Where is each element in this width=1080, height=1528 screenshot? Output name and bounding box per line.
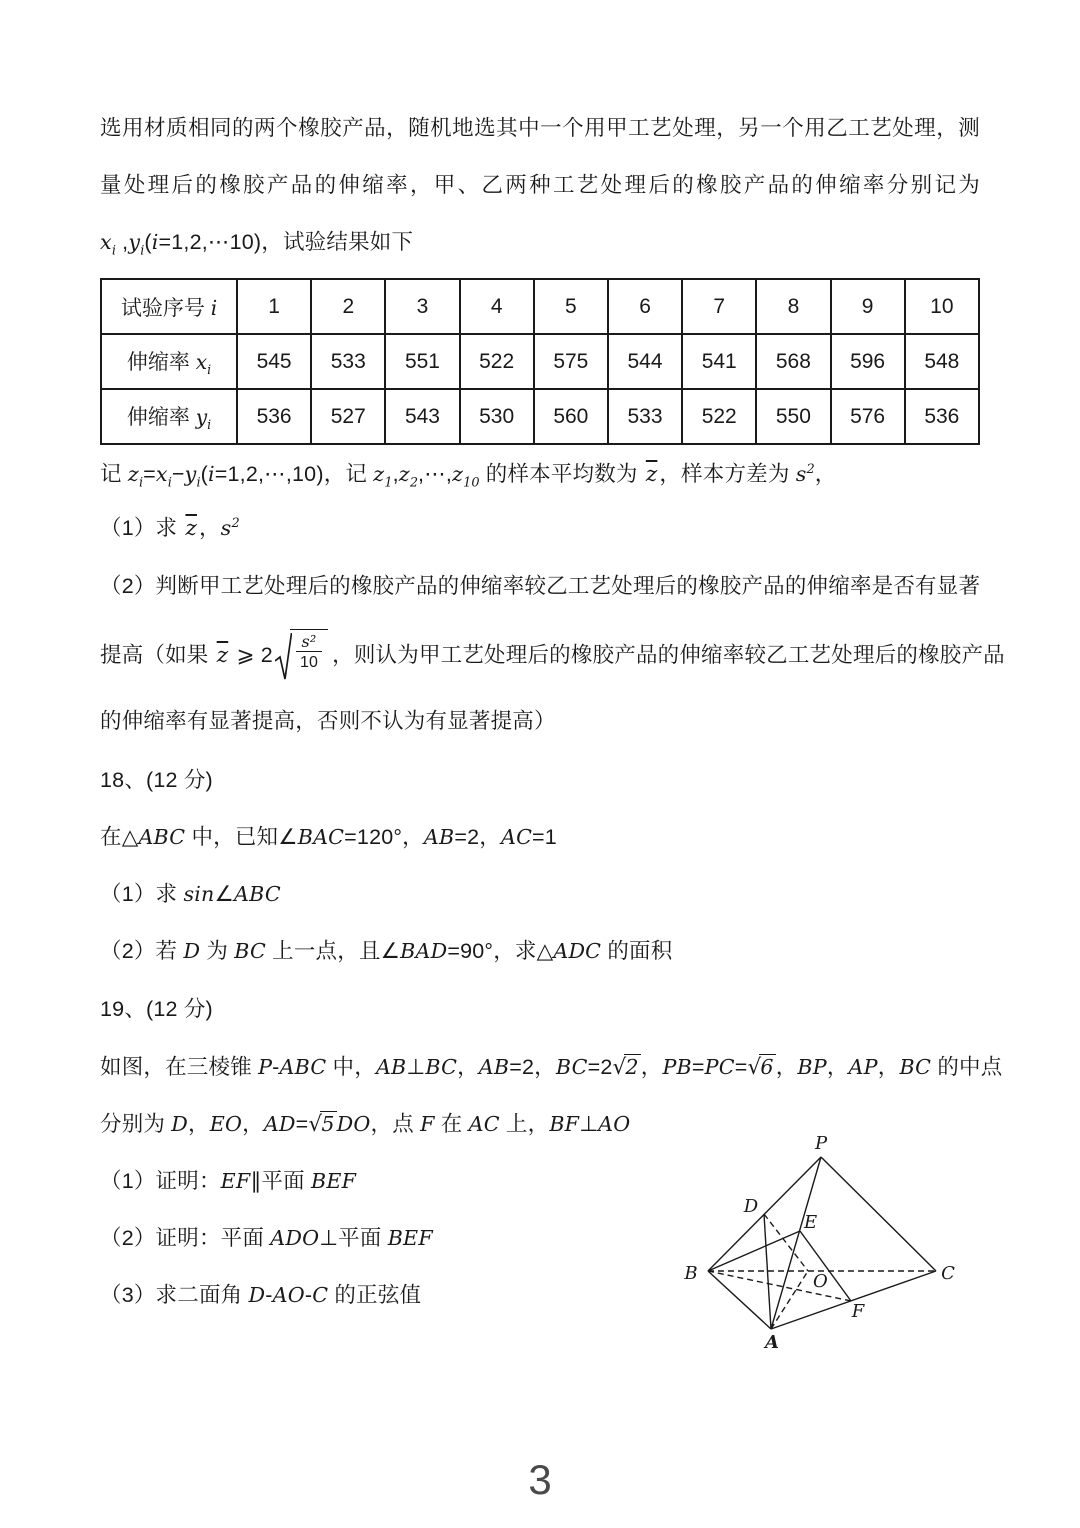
math-segment: i — [151, 230, 159, 254]
experiment-table-wrap — [100, 278, 980, 445]
text-line — [100, 1038, 1003, 1096]
value-cell: 522 — [460, 334, 534, 389]
text-segment: ， — [814, 462, 837, 487]
text-line — [100, 751, 980, 809]
text-segment: ⩾ 2 — [230, 643, 273, 667]
text-segment: ， — [826, 1055, 849, 1079]
text-segment: =2 — [587, 1055, 613, 1079]
text-segment: ∥平面 — [250, 1169, 311, 1193]
text-segment: = — [295, 1112, 309, 1136]
problem17-intro — [100, 100, 980, 271]
value-cell: 543 — [385, 389, 459, 444]
column-header-cell: 8 — [756, 279, 830, 334]
math-segment: √2 — [612, 1055, 639, 1080]
math-segment: 2 — [409, 475, 419, 491]
row-header-cell — [101, 389, 237, 444]
value-cell: 596 — [831, 334, 905, 389]
math-segment: $\overline{z}$ — [645, 462, 658, 488]
text-line — [100, 495, 980, 553]
math-segment: i — [207, 462, 215, 487]
text-segment: =1 — [532, 825, 557, 849]
math-segment: BC — [425, 1055, 458, 1079]
text-segment: 上一点，且∠ — [265, 939, 401, 963]
vertex-label-C: C — [941, 1263, 955, 1284]
math-segment: D — [171, 1112, 189, 1136]
text-segment: ∠ — [214, 882, 234, 906]
column-header-cell: 1 — [237, 279, 311, 334]
math-segment: z — [452, 462, 464, 487]
text-segment: ⊥平面 — [319, 1226, 388, 1250]
value-cell: 576 — [831, 389, 905, 444]
text-line — [100, 691, 980, 751]
value-cell: 536 — [905, 389, 979, 444]
math-segment: i — [196, 475, 201, 491]
text-segment: =90°，求△ — [447, 939, 554, 963]
text-segment: （2）若 — [100, 939, 184, 963]
text-segment: ( — [144, 230, 152, 254]
text-segment: ⊥ — [579, 1112, 599, 1136]
text-segment: − — [171, 462, 185, 487]
math-segment: i — [167, 475, 172, 491]
math-segment: EF — [220, 1169, 251, 1193]
text-segment: （1）求 — [100, 516, 184, 541]
text-segment: 18、(12 分) — [100, 768, 213, 792]
text-segment: ， — [198, 516, 221, 541]
text-segment: ，点 — [370, 1112, 421, 1136]
math-segment: AD — [263, 1112, 296, 1136]
text-segment: =120°， — [344, 825, 424, 849]
vertex-label-E: E — [804, 1212, 818, 1233]
math-segment: ABC — [234, 882, 281, 906]
value-cell: 544 — [608, 334, 682, 389]
text-segment: =1,2,⋯10)，试验结果如下 — [158, 230, 414, 254]
text-segment: ⊥ — [406, 1055, 426, 1079]
math-segment: BC — [234, 939, 266, 963]
edge-BF-dashed — [708, 1271, 851, 1301]
text-segment: ， — [457, 1055, 479, 1079]
math-segment: AB — [478, 1055, 510, 1079]
math-segment: C — [312, 1283, 329, 1307]
value-cell: 560 — [534, 389, 608, 444]
text-segment: 中，已知∠ — [185, 825, 298, 849]
math-segment: P — [258, 1055, 273, 1079]
value-cell: 527 — [311, 389, 385, 444]
math-segment: i — [138, 475, 144, 491]
math-segment: $\overline{z}$ — [185, 516, 197, 542]
value-cell: 568 — [756, 334, 830, 389]
math-segment: 1 — [384, 475, 393, 491]
text-segment: = — [691, 1055, 705, 1079]
math-segment: ADC — [553, 939, 602, 963]
math-segment: BC — [555, 1055, 588, 1079]
text-segment: 中， — [326, 1055, 376, 1079]
math-segment: D — [183, 939, 201, 963]
math-segment: AO — [598, 1112, 631, 1136]
vertex-label-D: D — [743, 1196, 759, 1217]
math-segment: 2 — [231, 516, 240, 531]
text-line — [100, 980, 980, 1038]
math-segment: DO — [336, 1112, 371, 1136]
text-line — [100, 809, 980, 866]
text-segment: 19、(12 分) — [100, 997, 213, 1021]
vertex-label-F: F — [851, 1301, 865, 1322]
text-segment: 如图，在三棱锥 — [100, 1055, 259, 1079]
vertex-label-O: O — [813, 1271, 828, 1292]
text-segment: ,⋯, — [418, 462, 453, 487]
math-segment: AP — [848, 1055, 878, 1079]
math-segment: y — [195, 404, 208, 429]
value-cell: 533 — [311, 334, 385, 389]
tetrahedron-figure — [680, 1133, 980, 1353]
text-line — [100, 866, 980, 923]
text-segment: ， — [640, 1055, 663, 1079]
row-header-cell — [101, 279, 237, 334]
text-segment: 试验序号 — [120, 296, 211, 320]
text-segment: 提高（如果 — [100, 643, 215, 667]
text-segment: 记 — [100, 462, 128, 487]
math-segment: BAC — [297, 825, 345, 849]
value-cell: 533 — [608, 389, 682, 444]
math-segment: i — [207, 417, 212, 433]
math-segment: sin — [183, 882, 215, 906]
text-segment: 的伸缩率有显著提高，否则不认为有显著提高） — [100, 709, 556, 733]
text-segment: 在△ — [100, 825, 139, 849]
math-segment: z — [398, 462, 410, 487]
math-segment: z — [127, 462, 139, 487]
math-segment: ABC — [138, 825, 186, 849]
value-cell: 550 — [756, 389, 830, 444]
text-segment: =2， — [509, 1055, 556, 1079]
math-segment: PB — [662, 1055, 692, 1079]
text-line — [100, 100, 980, 157]
math-segment: 10 — [463, 475, 480, 491]
text-segment: = — [734, 1055, 748, 1079]
value-cell: 575 — [534, 334, 608, 389]
text-segment: =2， — [454, 825, 501, 849]
math-segment: √5 — [308, 1112, 335, 1137]
text-segment: ， — [188, 1112, 210, 1136]
math-segment: AO — [272, 1283, 305, 1307]
vertex-label-B: B — [684, 1263, 698, 1284]
text-line — [100, 157, 980, 214]
column-header-cell: 9 — [831, 279, 905, 334]
value-cell: 522 — [682, 389, 756, 444]
math-segment: F — [420, 1112, 435, 1136]
text-segment: ，样本方差为 — [659, 462, 796, 487]
text-segment: ( — [200, 462, 208, 487]
value-cell: 536 — [237, 389, 311, 444]
text-segment: 的正弦值 — [328, 1283, 422, 1307]
math-segment: √6 — [747, 1055, 774, 1080]
math-segment: i — [207, 362, 212, 378]
text-segment: 的中点 — [931, 1055, 1003, 1079]
math-segment: y — [184, 462, 197, 487]
math-segment: s — [220, 516, 232, 541]
text-segment: （2）判断甲工艺处理后的橡胶产品的伸缩率较乙工艺处理后的橡胶产品的伸缩率是否有显著 — [100, 574, 981, 598]
math-segment: i — [210, 295, 218, 320]
value-cell: 545 — [237, 334, 311, 389]
math-segment: x — [155, 462, 168, 487]
math-segment: ABC — [279, 1055, 327, 1079]
column-header-cell: 5 — [534, 279, 608, 334]
text-segment: , — [392, 462, 399, 487]
text-segment: 伸缩率 — [126, 350, 196, 374]
math-segment: BC — [899, 1055, 932, 1079]
text-segment: 在 — [434, 1112, 469, 1136]
text-segment: , — [115, 230, 129, 254]
value-cell: 548 — [905, 334, 979, 389]
text-line — [100, 923, 980, 980]
math-segment: EO — [209, 1112, 243, 1136]
value-cell: 541 — [682, 334, 756, 389]
text-segment: 的面积 — [601, 939, 673, 963]
math-segment: x — [100, 230, 112, 254]
table-row — [101, 334, 979, 389]
math-segment: AB — [423, 825, 455, 849]
table-row — [101, 279, 979, 334]
math-segment: AC — [500, 825, 533, 849]
text-segment: 的样本平均数为 — [479, 462, 644, 487]
column-header-cell: 7 — [682, 279, 756, 334]
vertex-label-A: A — [765, 1332, 779, 1353]
column-header-cell: 3 — [385, 279, 459, 334]
text-segment: ， — [242, 1112, 264, 1136]
text-segment: （3）求二面角 — [100, 1283, 249, 1307]
math-segment: BP — [797, 1055, 827, 1079]
math-segment: AC — [468, 1112, 500, 1136]
text-line — [100, 214, 980, 271]
math-segment: BEF — [387, 1226, 433, 1250]
text-segment: （1）求 — [100, 882, 184, 906]
text-segment: - — [304, 1283, 313, 1307]
column-header-cell: 4 — [460, 279, 534, 334]
column-header-cell: 2 — [311, 279, 385, 334]
math-segment: AB — [375, 1055, 407, 1079]
math-segment: $\overline{z}$ — [216, 643, 229, 668]
column-header-cell: 6 — [608, 279, 682, 334]
text-line — [100, 445, 980, 495]
math-segment: ADO — [270, 1226, 320, 1250]
text-line — [100, 553, 980, 619]
text-segment: - — [265, 1283, 273, 1307]
vertex-label-P: P — [814, 1133, 828, 1154]
edge-AO-dashed — [771, 1271, 808, 1329]
page-number: 3 — [528, 1456, 552, 1503]
value-cell: 530 — [460, 389, 534, 444]
text-segment: = — [143, 462, 156, 487]
text-line — [100, 619, 1005, 691]
math-segment: x — [195, 349, 208, 374]
text-segment: 伸缩率 — [126, 405, 196, 429]
text-segment: 量处理后的橡胶产品的伸缩率，甲、乙两种工艺处理后的橡胶产品的伸缩率分别记为 — [100, 173, 980, 197]
text-segment: - — [272, 1055, 280, 1079]
math-segment: z — [373, 462, 385, 487]
math-segment: i — [111, 243, 116, 259]
experiment-table — [100, 278, 980, 445]
math-segment: i — [140, 243, 145, 259]
text-segment: （1）证明： — [100, 1169, 221, 1193]
math-segment: y — [128, 230, 141, 254]
math-segment: PC — [704, 1055, 735, 1079]
text-segment: 分别为 — [100, 1112, 172, 1136]
edge-BA — [708, 1271, 771, 1329]
text-segment: 上， — [499, 1112, 550, 1136]
text-segment: 选用材质相同的两个橡胶产品，随机地选其中一个用甲工艺处理，另一个用乙工艺处理，测 — [100, 116, 980, 140]
row-header-cell — [101, 334, 237, 389]
text-segment: （2）证明：平面 — [100, 1226, 271, 1250]
sqrt-fraction: $\frac{\text{s²}}{10}$ — [275, 629, 328, 682]
edge-PC — [821, 1157, 936, 1271]
math-segment: BAD — [400, 939, 448, 963]
value-cell: 551 — [385, 334, 459, 389]
math-segment: BF — [549, 1112, 580, 1136]
text-segment: 为 — [200, 939, 235, 963]
text-segment: ，则认为甲工艺处理后的橡胶产品的伸缩率较乙工艺处理后的橡胶产品 — [332, 643, 1005, 667]
table-row — [101, 389, 979, 444]
edge-BE — [708, 1231, 800, 1271]
math-segment: 2 — [806, 462, 815, 477]
column-header-cell: 10 — [905, 279, 979, 334]
text-segment: ， — [877, 1055, 900, 1079]
math-segment: s — [795, 462, 807, 487]
text-segment: ， — [775, 1055, 798, 1079]
math-segment: D — [248, 1283, 266, 1307]
text-segment: =1,2,⋯,10)，记 — [214, 462, 374, 487]
math-segment: BEF — [310, 1169, 357, 1193]
